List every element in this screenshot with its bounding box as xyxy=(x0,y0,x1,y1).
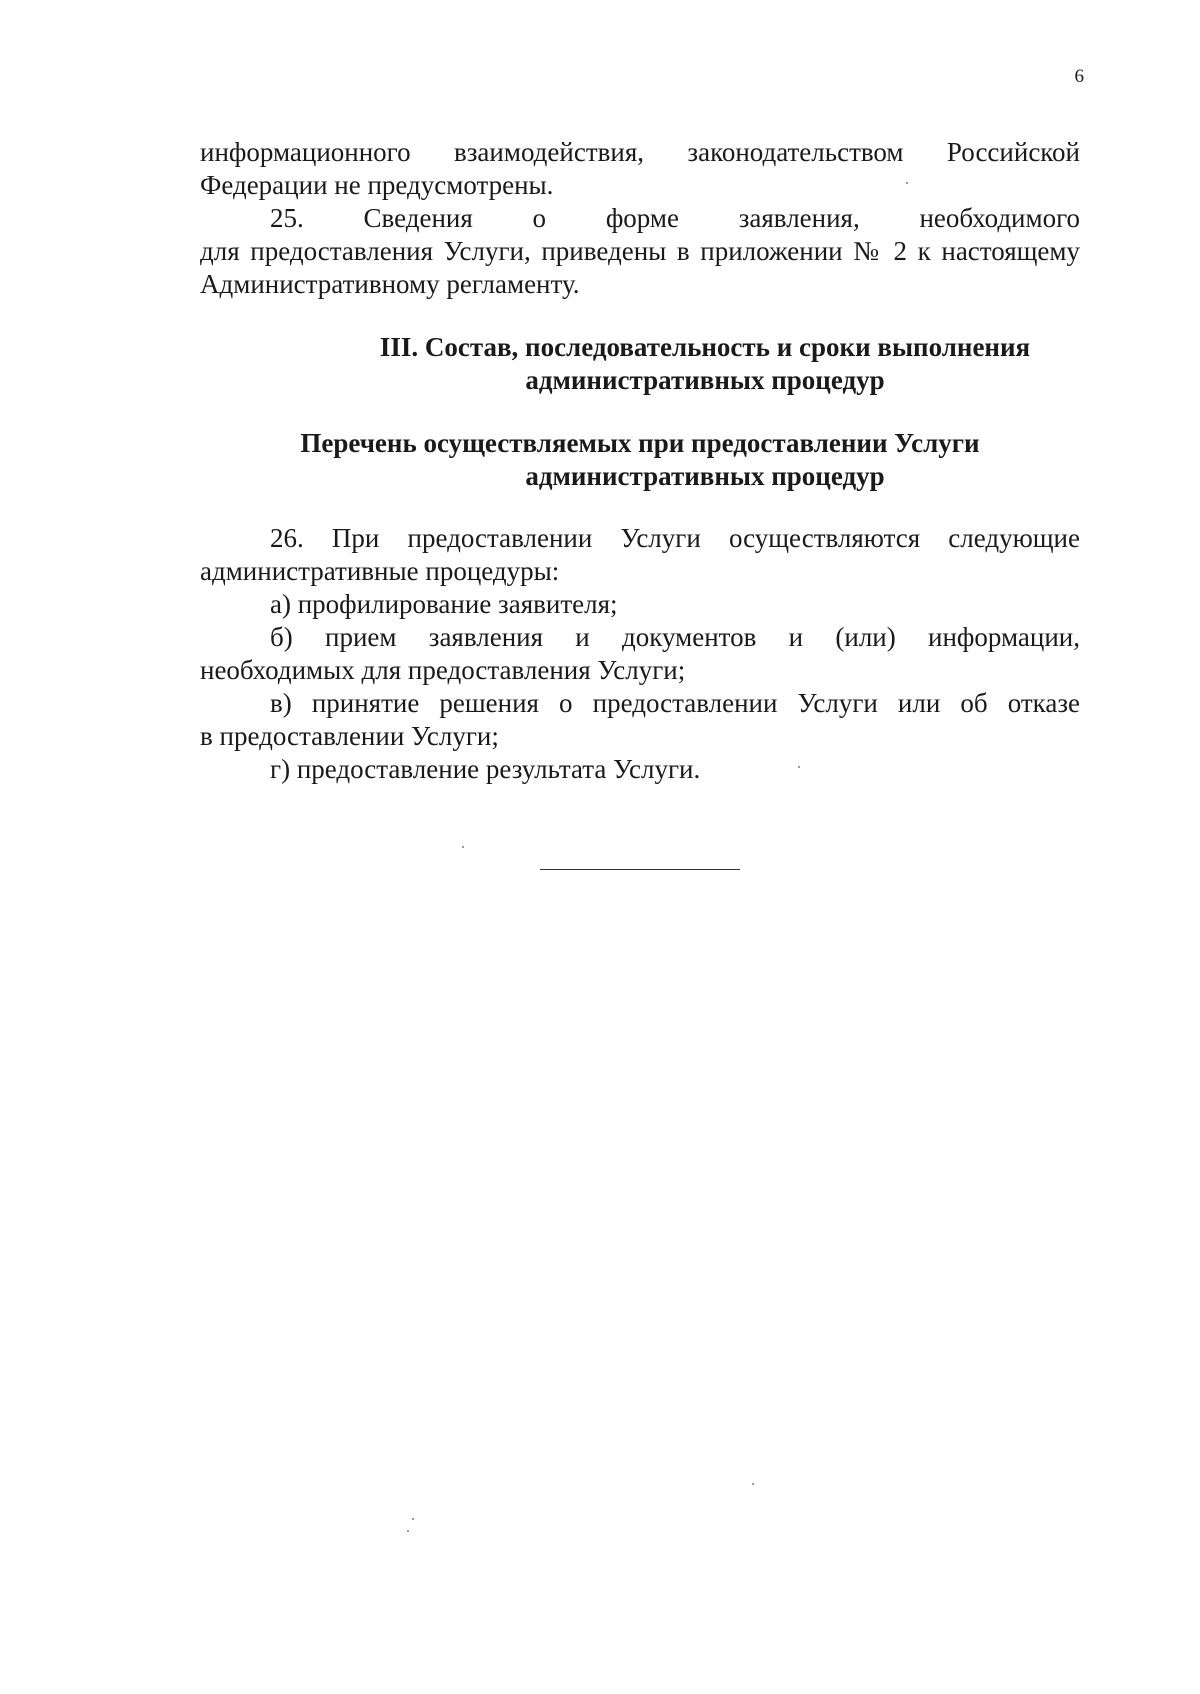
heading-line: III. Состав, последовательность и сроки выполнения xyxy=(379,332,1031,362)
paragraph-item-26 xyxy=(200,522,1080,786)
paragraph-line: административные процедуры: xyxy=(200,556,560,586)
scan-speck xyxy=(407,1530,409,1532)
paragraph-item-25 xyxy=(200,202,1080,301)
separator-line xyxy=(540,869,740,870)
list-item-b: б) прием заявления и документов и (или) информации, xyxy=(270,622,1080,652)
paragraph-continuation xyxy=(200,136,1080,202)
page-number: 6 xyxy=(1074,66,1084,87)
list-item-g: г) предоставление результата Услуги. xyxy=(270,754,701,784)
heading-line: административных процедур xyxy=(525,461,885,491)
list-item-a: а) профилирование заявителя; xyxy=(270,589,618,619)
paragraph-line: для предоставления Услуги, приведены в приложении № 2 к настоящему xyxy=(200,236,1080,266)
paragraph-line: Федерации не предусмотрены. xyxy=(200,170,554,200)
list-item-b-continuation: необходимых для предоставления Услуги; xyxy=(200,655,686,685)
heading-line: Перечень осуществляемых при предоставлении Услуги xyxy=(300,428,980,458)
paragraph-line: Административному регламенту. xyxy=(200,269,580,299)
section-heading xyxy=(200,331,1080,397)
scan-speck xyxy=(798,766,800,768)
list-item-v: в) принятие решения о предоставлении Услуги или об отказе xyxy=(270,688,1080,718)
paragraph-line: 26. При предоставлении Услуги осуществляются следующие xyxy=(270,523,1080,553)
scan-speck xyxy=(906,182,908,184)
scan-speck xyxy=(412,1518,414,1520)
list-item-v-continuation: в предоставлении Услуги; xyxy=(200,721,499,751)
subsection-heading xyxy=(200,427,1080,493)
scan-speck xyxy=(462,846,464,848)
paragraph-line: информационного взаимодействия, законодательством Российской xyxy=(200,137,1080,167)
paragraph-line: 25. Сведения о форме заявления, необходимого xyxy=(270,203,1080,233)
heading-line: административных процедур xyxy=(525,365,885,395)
scan-speck xyxy=(752,1483,754,1485)
